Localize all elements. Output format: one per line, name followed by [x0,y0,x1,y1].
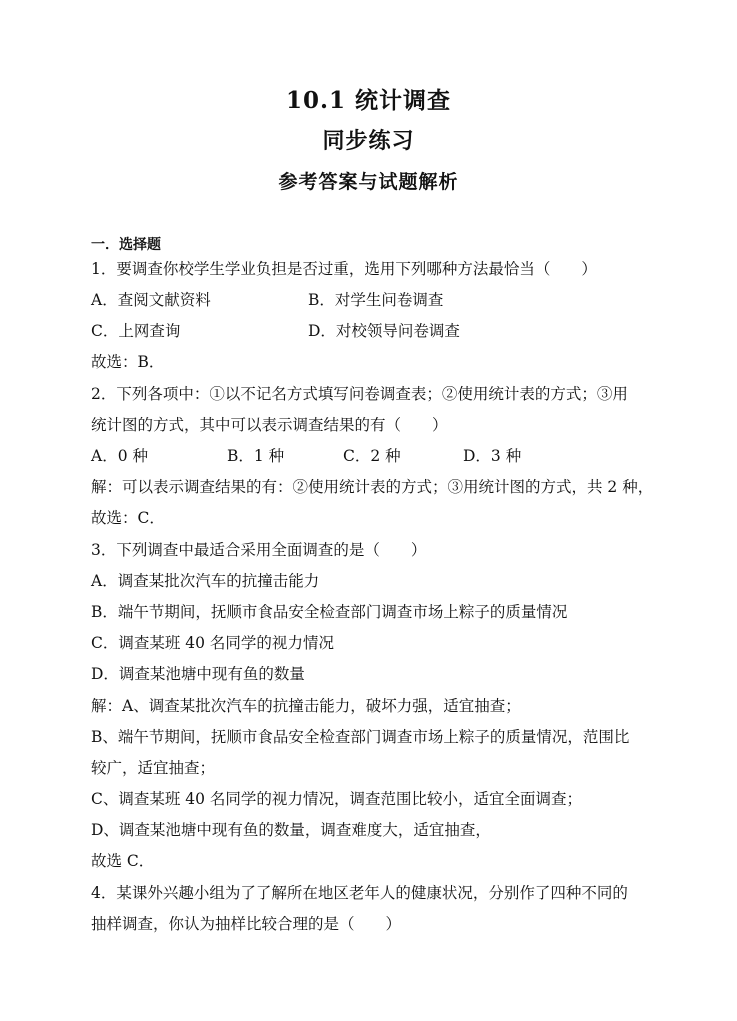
q3-solution-b-line1: B、端午节期间，抚顺市食品安全检查部门调查市场上粽子的质量情况，范围比 [91,728,630,746]
q3-answer: 故选 C． [91,852,155,870]
q2-stem-line1: 2．下列各项中：①以不记名方式填写问卷调查表；②使用统计表的方式；③用 [91,385,628,403]
section-label: 一．选择题 [91,237,161,253]
q4-stem-line1: 4．某课外兴趣小组为了了解所在地区老年人的健康状况，分别作了四种不同的 [91,884,628,902]
q1-answer: 故选：B． [91,353,165,371]
q2-solution: 解：可以表示调查结果的有：②使用统计表的方式；③用统计图的方式，共 2 种， [91,478,654,496]
q2-answer: 故选：C． [91,509,165,527]
q4-stem-line2: 抽样调查，你认为抽样比较合理的是（ ） [91,915,402,933]
q3-solution-c: C、调查某班 40 名同学的视力情况，调查范围比较小，适宜全面调查； [91,790,582,808]
q2-stem-line2: 统计图的方式，其中可以表示调查结果的有（ ） [91,416,448,434]
q1-option-b: B．对学生问卷调查 [308,291,444,309]
q1-option-d: D．对校领导问卷调查 [308,322,460,340]
doc-heading: 参考答案与试题解析 [278,171,459,193]
q3-solution-a: 解：A、调查某批次汽车的抗撞击能力，破坏力强，适宜抽查； [91,697,521,715]
q2-option-c: C．2 种 [343,447,401,465]
doc-subtitle: 同步练习 [322,128,415,154]
q1-option-a: A．查阅文献资料 [91,291,211,309]
q2-option-a: A．0 种 [91,447,148,465]
q1-stem: 1．要调查你校学生学业负担是否过重，选用下列哪种方法最恰当（ ） [91,260,597,278]
doc-title: 10.1 统计调查 [285,87,452,114]
q3-stem: 3．下列调查中最适合采用全面调查的是（ ） [91,541,427,559]
q3-option-b: B．端午节期间，抚顺市食品安全检查部门调查市场上粽子的质量情况 [91,603,568,621]
q2-option-d: D．3 种 [463,447,522,465]
q3-option-d: D．调查某池塘中现有鱼的数量 [91,665,305,683]
q2-option-b: B．1 种 [227,447,285,465]
q3-option-a: A．调查某批次汽车的抗撞击能力 [91,572,320,590]
q3-option-c: C．调查某班 40 名同学的视力情况 [91,634,334,652]
q1-option-c: C．上网查询 [91,322,181,340]
q3-solution-b-line2: 较广，适宜抽查； [91,759,216,777]
q3-solution-d: D、调查某池塘中现有鱼的数量，调查难度大，适宜抽查， [91,821,491,839]
